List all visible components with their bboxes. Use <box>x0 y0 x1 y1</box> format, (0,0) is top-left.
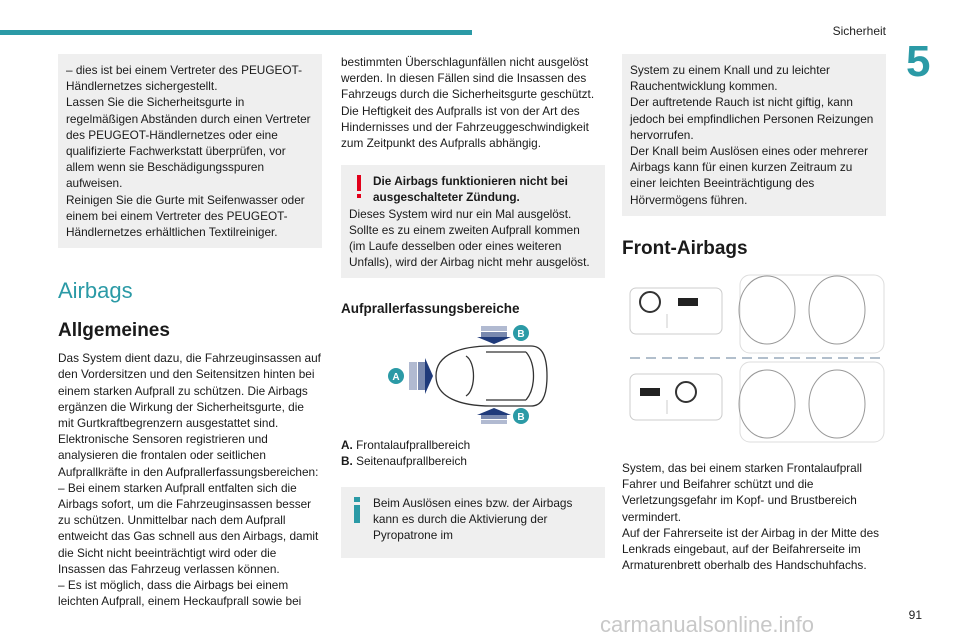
seats-top-icon <box>740 275 884 353</box>
column-3 <box>622 54 886 573</box>
zone-b-bottom-label: B <box>517 412 525 424</box>
paragraph: – Es ist möglich, dass die Airbags bei einem leichten Aufprall, einem Heckaufprall sowie bei <box>58 578 302 609</box>
seats-bottom-icon <box>740 362 884 442</box>
warning-exclamation-icon <box>349 173 369 203</box>
column-2 <box>341 54 605 558</box>
paragraph: System, das bei einem starken Frontalaufprall Fahrer und Beifahrer schützt und die Verletzungsgefahr im Kopf- und Brustbereich vermindert. <box>622 461 862 524</box>
warning-text: Dieses System wird nur ein Mal ausgelöst. Sollte es zu einem zweiten Aufprall kommen (im Laufe desselben oder eines weiteren Unfalls), wird der Airbag nicht mehr ausgelöst. <box>349 206 590 270</box>
paragraph: Die Heftigkeit des Aufpralls ist von der Art des Hindernisses und der Fahrzeuggeschwindigkeit zum Zeitpunkt des Aufpralls abhängig. <box>341 103 589 151</box>
heading-airbags: Airbags <box>58 278 133 304</box>
front-impact-arrows <box>409 358 433 394</box>
note-box <box>622 54 886 216</box>
note-box <box>58 54 322 248</box>
paragraph: Auf der Fahrerseite ist der Airbag in der Mitte des Lenkrads eingebaut, auf der Beifahrerseite im Armaturenbrett oberhalb des Handschuhfachs. <box>622 525 880 573</box>
side-impact-arrows-bottom <box>477 408 511 424</box>
steering-wheel-icon <box>640 292 660 312</box>
heading-front-airbags: Front-Airbags <box>622 237 748 259</box>
column-1 <box>58 54 322 609</box>
warning-box <box>341 165 605 278</box>
note-line: Der Knall beim Auslösen eines oder mehrerer Airbags kann für einen kurzen Zeitraum zu einer leichten Beeinträchtigung des Hörvermögens führen. <box>630 144 869 207</box>
heading-allgemeines: Allgemeines <box>58 320 170 342</box>
dashboard-rhd-icon <box>630 374 722 420</box>
chapter-number: 5 <box>906 37 931 86</box>
car-outline-icon <box>436 346 547 406</box>
legend-row: A. Frontalaufprallbereich <box>341 437 471 452</box>
zone-b-top-label: B <box>517 329 525 341</box>
legend <box>341 437 605 469</box>
paragraph: Das System dient dazu, die Fahrzeuginsassen auf den Vordersitzen und den Seitensitzen hinten bei einem starken Aufprall zu schützen. Die Airbags ergänzen die Wirkung der Sicherheitsgurte, die mit Gurtkraftbegrenzern ausgestattet sind. <box>58 351 321 431</box>
zone-a-label: A <box>392 372 400 384</box>
front-airbags-diagram <box>622 270 886 446</box>
warning-title: Die Airbags funktionieren nicht bei ausgeschalteter Zündung. <box>373 174 568 205</box>
info-icon <box>351 495 363 525</box>
info-box <box>341 487 605 558</box>
paragraph: Elektronische Sensoren registrieren und analysieren die frontalen oder seitlichen Aufprallkräfte in den Aufprallerfassungsbereichen: <box>58 432 319 479</box>
header-accent-bar <box>0 30 472 35</box>
side-impact-arrows-top <box>477 326 511 344</box>
steering-wheel-icon <box>676 382 696 402</box>
section-title: Sicherheit <box>832 24 886 38</box>
passenger-airbag-panel-icon <box>678 298 698 306</box>
paragraph: bestimmten Überschlagunfällen nicht ausgelöst werden. In diesen Fällen sind die Insassen des Fahrzeugs durch die Sicherheitsgurte geschützt. <box>341 55 595 102</box>
passenger-airbag-panel-icon <box>640 388 660 396</box>
info-text: Beim Auslösen eines bzw. der Airbags kann es durch die Aktivierung der Pyropatrone im <box>373 496 573 543</box>
note-line: Der auftretende Rauch ist nicht giftig, kann jedoch bei empfindlichen Personen Reizungen hervorrufen. <box>630 95 874 142</box>
watermark: carmanualsonline.info <box>600 612 815 637</box>
legend-row: B. Seitenaufprallbereich <box>341 453 467 468</box>
note-line: – dies ist bei einem Vertreter des PEUGEOT-Händlernetzes sichergestellt. <box>66 63 303 94</box>
paragraph: – Bei einem starken Aufprall entfalten sich die Airbags sofort, um die Fahrzeuginsassen besser zu schützen. Unmittelbar nach dem Aufprall entweicht das Gas schnell aus den Airbags, damit die Sicht nicht beeinträchtigt wird oder die Insassen das Fahrzeug verlassen können. <box>58 480 319 576</box>
note-line: Lassen Sie die Sicherheitsgurte in regelmäßigen Abständen durch einen Vertreter des PEUGEOT-Händlernetzes oder eine qualifizierte Fachwerkstatt überprüfen, vor allem wenn sie Beschädigungsspuren aufweisen. <box>66 95 311 191</box>
note-line: System zu einem Knall und zu leichter Rauchentwicklung kommen. <box>630 63 830 94</box>
note-line: Reinigen Sie die Gurte mit Seifenwasser oder einem bei einem Vertreter des PEUGEOT-Händlernetzes erhältlichen Textilreiniger. <box>66 192 305 240</box>
impact-zones-diagram <box>341 324 605 424</box>
heading-impact-zones: Aufprallerfassungsbereiche <box>341 301 520 317</box>
page-number: 91 <box>908 608 922 622</box>
